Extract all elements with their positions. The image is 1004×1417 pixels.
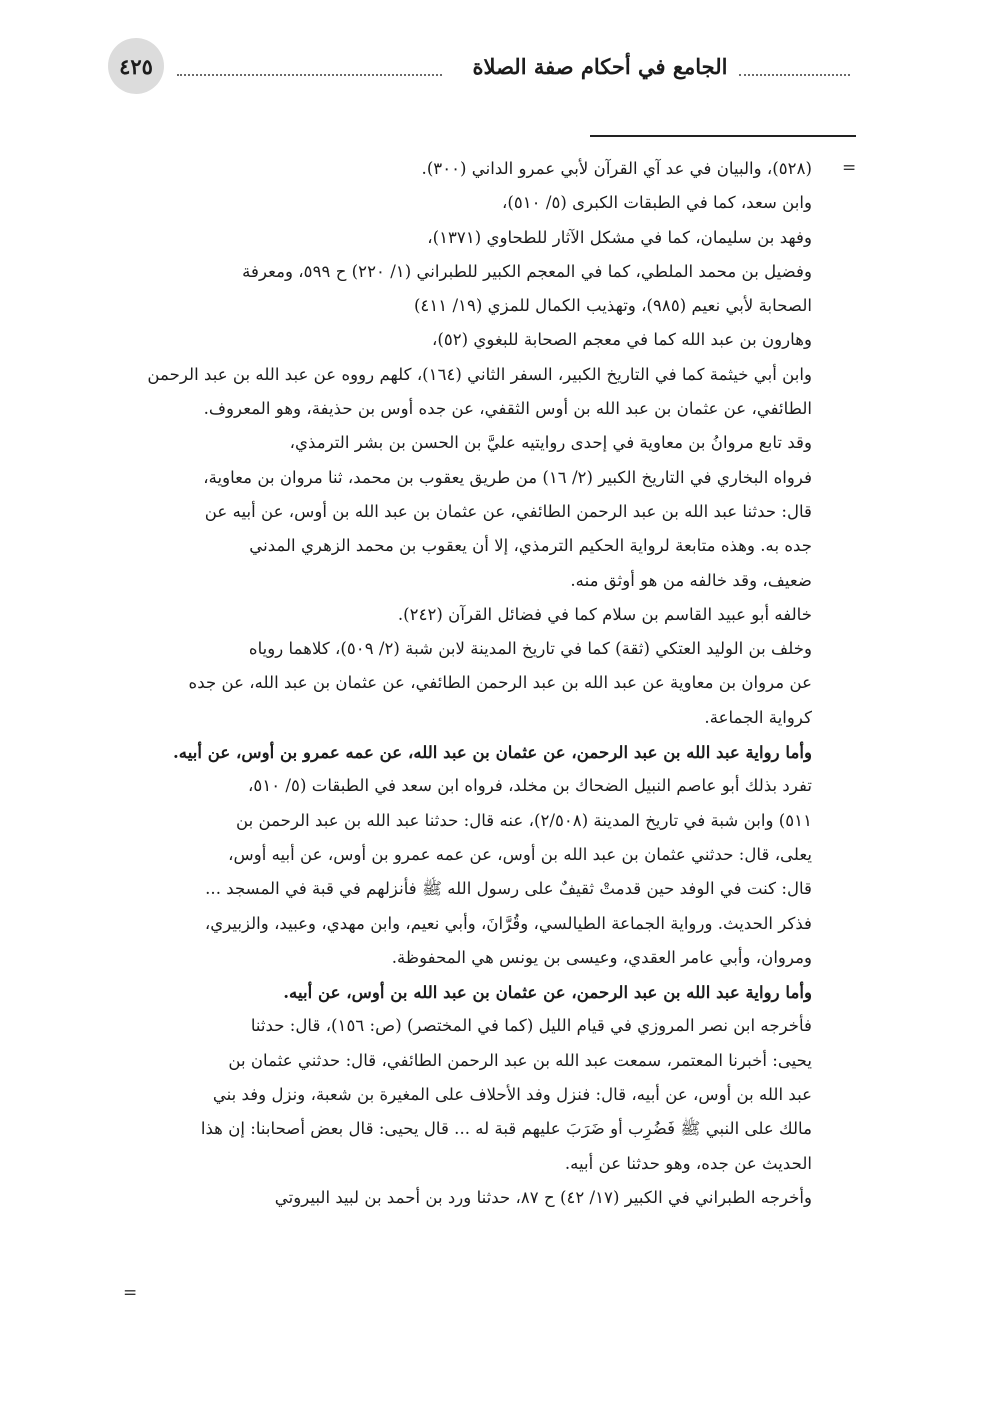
footnote-line: ضعيف، وقد خالفه من هو أوثق منه. (570, 570, 812, 590)
footnote-line: عبد الله بن أوس، عن أبيه، قال: فنزل وفد الأحلاف على المغيرة بن شعبة، ونزل وفد بني (212, 1085, 812, 1105)
footnote-line: وفهد بن سليمان، كما في مشكل الآثار للطحاوي (١٣٧١)، (427, 227, 812, 247)
footnote-line: وابن سعد، كما في الطبقات الكبرى (٥/ ٥١٠)، (501, 193, 812, 213)
footnote-separator (590, 135, 856, 137)
footnote-line: وقد تابع مروانُ بن معاوية في إحدى روايتيه عليَّ بن الحسن بن بشر الترمذي، (289, 433, 812, 453)
footnote-line: وهارون بن عبد الله كما في معجم الصحابة للبغوي (٥٢)، (432, 330, 812, 350)
footnote-line: وخلف بن الوليد العتكي (ثقة) كما في تاريخ المدينة لابن شبة (٢/ ٥٠٩)، كلاهما روياه (248, 639, 812, 659)
footnote-line: وأخرجه الطبراني في الكبير (١٧/ ٤٢) ح ٨٧، حدثنا ورد بن أحمد بن لبيد البيروتي (274, 1187, 812, 1207)
footnote-line: فرواه البخاري في التاريخ الكبير (٢/ ١٦) من طريق يعقوب بن محمد، ثنا مروان بن معاوية، (203, 467, 812, 487)
footnote-line: ومروان، وأبي عامر العقدي، وعيسى بن يونس هي المحفوظة. (391, 947, 812, 967)
footnote-line: الصحابة لأبي نعيم (٩٨٥)، وتهذيب الكمال للمزي (١٩/ ٤١١) (413, 296, 812, 316)
footnote-line: الحديث عن جده، وهو حدثنا عن أبيه. (564, 1153, 812, 1173)
footnote-line: جده به. وهذه متابعة لرواية الحكيم الترمذي، إلا أن يعقوب بن محمد الزهري المدني (249, 536, 812, 556)
footnote-line: فأخرجه ابن نصر المروزي في قيام الليل (كما في المختصر) (ص: ١٥٦)، قال: حدثنا (250, 1016, 812, 1036)
footnote-text (118, 152, 812, 1215)
section-heading-line: وأما رواية عبد الله بن عبد الرحمن، عن عثمان بن عبد الله، عن عمه عمرو بن أوس، عن أبيه. (173, 742, 812, 763)
footnote-line: قال: كنت في الوفد حين قدمتْ ثقيفٌ على رسول الله ﷺ فأنزلهم في قبة في المسجد ... (205, 879, 812, 899)
continuation-marker-bottom: = (123, 1283, 138, 1303)
running-title: الجامع في أحكام صفة الصلاة (472, 54, 728, 79)
footnote-line: كرواية الجماعة. (704, 707, 812, 727)
footnote-line: تفرد بذلك أبو عاصم النبيل الضحاك بن مخلد، فرواه ابن سعد في الطبقات (٥/ ٥١٠، (248, 776, 812, 796)
footnote-line: قال: حدثنا عبد الله بن عبد الرحمن الطائفي، عن عثمان بن عبد الله بن أوس، عن أبيه عن (204, 501, 812, 521)
footnote-line: وابن أبي خيثمة كما في التاريخ الكبير، السفر الثاني (١٦٤)، كلهم رووه عن عبد الله بن عبد الرحمن (147, 364, 812, 384)
footnote-line: خالفه أبو عبيد القاسم بن سلام كما في فضائل القرآن (٢٤٢). (397, 604, 812, 624)
header-dotted-leader-right (739, 74, 850, 76)
footnote-line: مالك على النبي ﷺ فَضُرِب أو ضَرَبَ عليهم قبة له ... قال يحيى: قال بعض أصحابنا: إن هذا (200, 1119, 812, 1139)
footnote-line: وفضيل بن محمد الملطي، كما في المعجم الكبير للطبراني (١/ ٢٢٠) ح ٥٩٩، ومعرفة (242, 261, 812, 281)
footnote-line: (٥٢٨)، والبيان في عد آي القرآن لأبي عمرو الداني (٣٠٠). (421, 159, 812, 178)
page-number: ٤٢٥ (108, 38, 164, 94)
footnote-line: يحيى: أخبرنا المعتمر، سمعت عبد الله بن عبد الرحمن الطائفي، قال: حدثني عثمان بن (228, 1050, 812, 1070)
footnote-line: الطائفي، عن عثمان بن عبد الله بن أوس الثقفي، عن جده أوس بن حذيفة، وهو المعروف. (203, 399, 812, 419)
footnote-line: ٥١١) وابن شبة في تاريخ المدينة (٢/٥٠٨)، عنه قال: حدثنا عبد الله بن عبد الرحمن بن (235, 810, 812, 830)
header-dotted-leader-left (177, 74, 442, 76)
footnote-line: فذكر الحديث. ورواية الجماعة الطيالسي، وقُرَّانَ، وأبي نعيم، وابن مهدي، وعبيد، والزبيري، (204, 913, 812, 933)
continuation-marker-top: = (842, 158, 857, 178)
section-heading-line: وأما رواية عبد الله بن عبد الرحمن، عن عثمان بن عبد الله بن أوس، عن أبيه. (283, 982, 812, 1003)
page-header (105, 38, 850, 114)
footnote-line: يعلى، قال: حدثني عثمان بن عبد الله بن أوس، عن عمه عمرو بن أوس، عن أبيه أوس، (228, 844, 812, 864)
footnote-line: عن مروان بن معاوية عن عبد الله بن عبد الرحمن الطائفي، عن عثمان بن عبد الله، عن جده (188, 673, 812, 693)
